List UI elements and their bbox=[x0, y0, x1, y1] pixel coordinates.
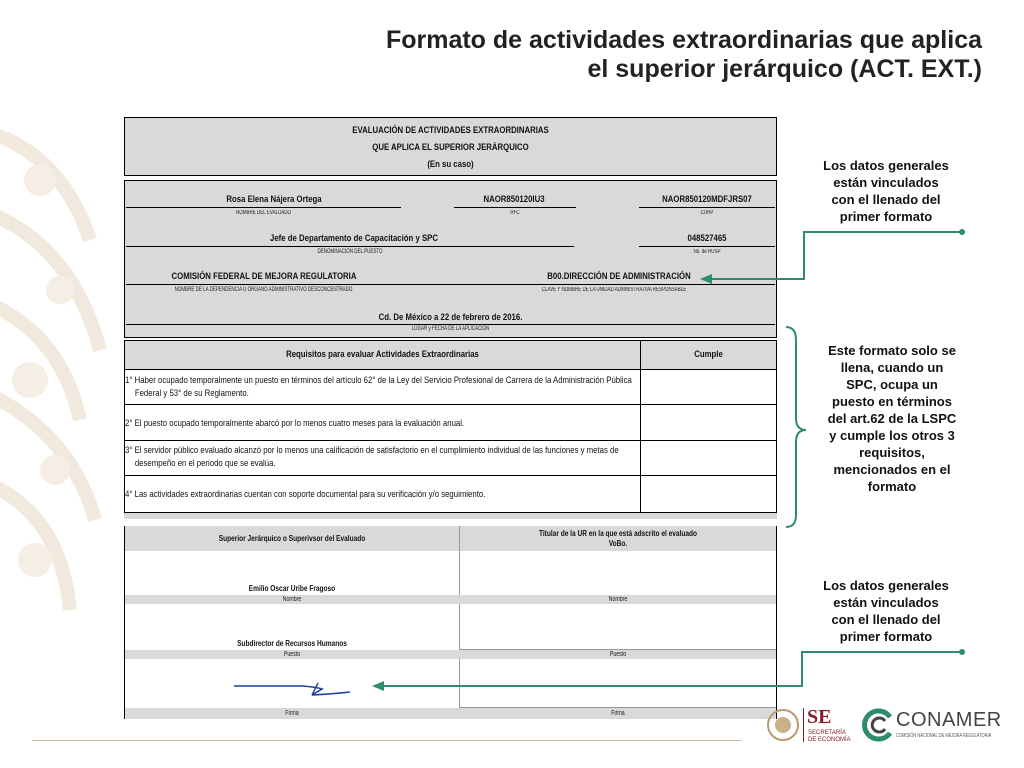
unit-caption: CLAVE Y NOMBRE DE LA UNIDAD ADMINISTRATIVA RESPONSABLE bbox=[541, 287, 687, 293]
rfc-value: NAOR850120IU3 bbox=[483, 194, 545, 205]
side-note-2: Este formato solo se llena, cuando un SPC, ocupa un puesto en términos del art.62 de la LSPC y cumple los otros 3 requisitos, mencionados en el formato bbox=[827, 343, 957, 494]
slide-title-line1: Formato de actividades extraordinarias que aplica bbox=[385, 26, 982, 54]
requirement-2: 2° El puesto ocupado temporalmente abarcó por lo menos cuatro meses para la evaluación anual. bbox=[125, 418, 465, 429]
agency-caption: NOMBRE DE LA DEPENDENCIA U ÓRGANO ADMINISTRATIVO DESCONCENTRADO bbox=[174, 287, 353, 293]
curp-caption: CURP bbox=[700, 210, 714, 216]
side-note-1: Los datos generales están vinculados con el llenado del primer formato bbox=[823, 158, 949, 224]
mexico-seal-icon bbox=[766, 708, 800, 742]
superior-position: Subdirector de Recursos Humanos bbox=[237, 639, 347, 648]
requirement-4: 4° Las actividades extraordinarias cuentan con soporte documental para su verificación y/o seguimiento. bbox=[125, 489, 486, 500]
rusp-caption: No. de RUSP bbox=[693, 249, 721, 255]
se-logo-sub2: DE ECONOMÍA bbox=[808, 737, 851, 743]
position-value: Jefe de Departamento de Capacitación y SPC bbox=[270, 233, 438, 244]
sig-right-header-1: Titular de la UR en la que está adscrito el evaluado bbox=[538, 529, 698, 538]
conamer-c-icon bbox=[862, 708, 896, 742]
place-date-value: Cd. De México a 22 de febrero de 2016. bbox=[378, 312, 523, 323]
place-date-caption: LUGAR y FECHA DE LA APLICACIÓN bbox=[411, 326, 490, 332]
se-logo-text: SE bbox=[807, 706, 832, 728]
se-logo bbox=[766, 706, 856, 746]
evaluee-name: Rosa Elena Nájera Ortega bbox=[226, 194, 322, 205]
sig-right-header-2: VoBo. bbox=[608, 539, 628, 548]
agency-value: COMISIÓN FEDERAL DE MEJORA REGULATORIA bbox=[171, 271, 357, 282]
se-logo-sub1: SECRETARÍA bbox=[808, 730, 846, 736]
form-header-line3: (En su caso) bbox=[427, 159, 474, 170]
slide-title-line2: el superior jerárquico (ACT. EXT.) bbox=[587, 55, 982, 83]
conamer-logo-sub: COMISIÓN NACIONAL DE MEJORA REGULATORIA bbox=[896, 733, 992, 739]
nombre-label-left: Nombre bbox=[282, 596, 302, 603]
sig-left-header: Superior Jerárquico o Superivsor del Evaluado bbox=[218, 534, 366, 543]
firma-label-right: Firma bbox=[611, 710, 625, 717]
firma-label-left: Firma bbox=[285, 710, 299, 717]
conamer-logo bbox=[862, 706, 1004, 746]
position-caption: DENOMINACIÓN DEL PUESTO bbox=[317, 249, 383, 255]
form-header-line1: EVALUACIÓN DE ACTIVIDADES EXTRAORDINARIAS bbox=[352, 125, 549, 136]
requirement-1: 1° Haber ocupado temporalmente un puesto en términos del artículo 62° de la Ley del Servicio Profesional de Carrera de la Administración Pública Federal y 53° de su Reglamento. bbox=[125, 375, 632, 399]
requirements-header: Requisitos para evaluar Actividades Extraordinarias bbox=[286, 349, 479, 360]
cumple-header: Cumple bbox=[694, 349, 723, 360]
curp-value: NAOR850120MDFJRS07 bbox=[662, 194, 752, 205]
unit-value: B00.DIRECCIÓN DE ADMINISTRACIÓN bbox=[547, 271, 691, 282]
evaluee-name-caption: NOMBRE DEL EVALUADO bbox=[235, 210, 292, 216]
footer-line bbox=[32, 740, 742, 741]
form-header-line2: QUE APLICA EL SUPERIOR JERÁRQUICO bbox=[372, 142, 529, 153]
side-note-3: Los datos generales están vinculados con el llenado del primer formato bbox=[823, 578, 949, 644]
nombre-label-right: Nombre bbox=[608, 596, 628, 603]
superior-name: Emilio Oscar Uribe Fragoso bbox=[248, 584, 336, 593]
puesto-label-left: Puesto bbox=[283, 651, 301, 658]
puesto-label-right: Puesto bbox=[609, 651, 627, 658]
conamer-logo-text: CONAMER bbox=[896, 709, 1002, 731]
rfc-caption: RFC bbox=[510, 210, 520, 216]
requirement-3: 3° El servidor público evaluado alcanzó por lo menos una calificación de satisfactorio en el cumplimiento individual de las funciones y metas de desempeño en el periodo que se evalúa. bbox=[125, 445, 619, 469]
rusp-value: 048527465 bbox=[687, 233, 727, 244]
